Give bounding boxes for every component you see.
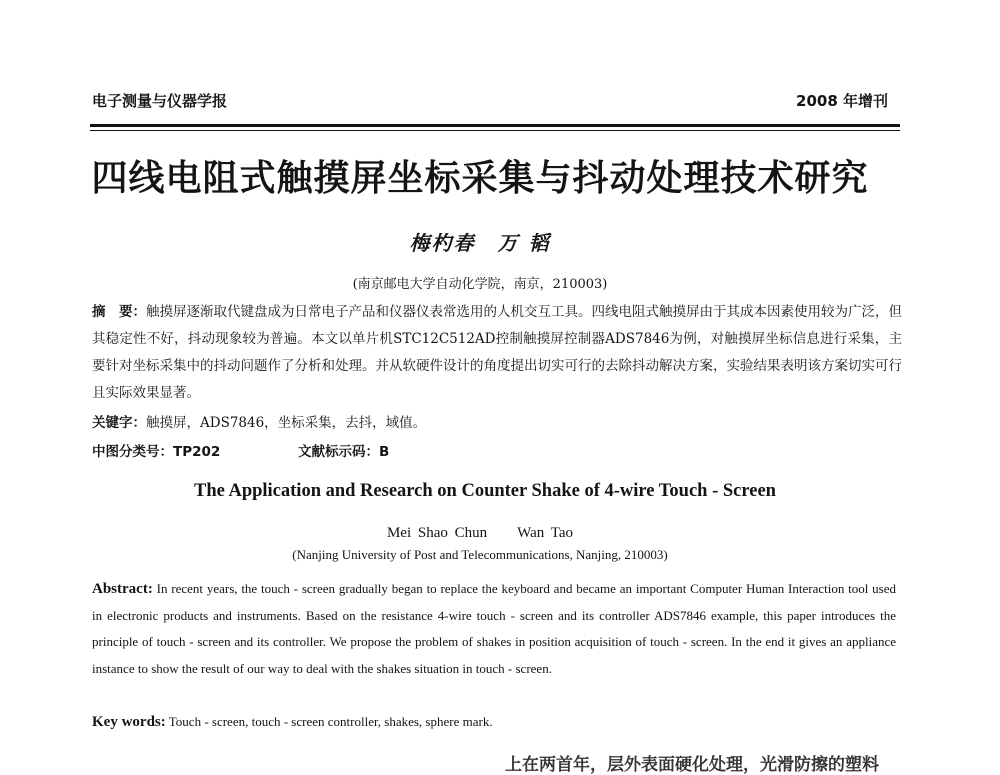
header-rule-thin [90,130,900,131]
clc-label: 中图分类号： [92,444,173,460]
authors-cn: 梅杓春 万 韬 [409,231,551,255]
authors-en: Mei Shao Chun Wan Tao [386,525,574,541]
page-title-en: The Application and Research on Counter Shake of 4-wire Touch - Screen [194,481,776,501]
affiliation-en: (Nanjing University of Post and Telecommunications, Nanjing, 210003) [292,547,668,562]
clc-number [92,440,220,460]
abstract-en-label: Abstract: [92,581,153,597]
header-rule-thick [90,124,900,127]
clc-value: TP202 [173,444,221,460]
abstract-cn-text: 触摸屏逐渐取代键盘成为日常电子产品和仪器仪表常选用的人机交互工具。四线电阻式触摸屏由于其成本因素使用较为广泛，但其稳定性不好，抖动现象较为普遍。本文以单片机STC12C512AD控制触摸屏控制器ADS7846为例，对触摸屏坐标信息进行采集，主要针对坐标采集中的抖动问题作了分析和处理。并从软硬件设计的角度提出切实可行的去除抖动解决方案，实验结果表明该方案切实可行且实际效果显著。 [92,304,902,401]
keywords-en-text: Touch - screen, touch - screen controller, shakes, sphere mark. [168,714,493,729]
doc-code-value: B [379,444,390,460]
body-text-fragment: 上在两首年，层外表面硬化处理，光滑防擦的塑料 [505,755,879,775]
keywords-cn-label: 关键字： [92,415,146,431]
journal-name: 电子测量与仪器学报 [92,92,228,110]
abstract-cn [92,299,902,407]
doc-code-label: 文献标示码： [298,444,379,460]
keywords-cn [92,411,426,431]
keywords-cn-text: 触摸屏，ADS7846，坐标采集，去抖，域值。 [146,415,427,431]
document-code [298,440,389,460]
keywords-en-label: Key words: [92,714,166,730]
affiliation-cn: (南京邮电大学自动化学院，南京，210003) [352,277,608,292]
abstract-en [92,576,896,682]
issue-label: 2008 年增刊 [796,92,888,110]
page-title-cn: 四线电阻式触摸屏坐标采集与抖动处理技术研究 [91,158,869,199]
abstract-cn-label: 摘 要： [92,304,146,320]
keywords-en [92,714,493,731]
abstract-en-text: In recent years, the touch - screen gradually began to replace the keyboard and became an important Computer Human Interaction tool used in electronic products and instruments. Based on the resistance 4-wire touch - screen and its controller ADS7846 example, this paper introduces the principle of touch - screen and its controller. We propose the problem of shakes in position acquisition of touch - screen. In the end it gives an appliance instance to show the result of our way to deal with the shakes situation in touch - screen. [92,581,897,676]
